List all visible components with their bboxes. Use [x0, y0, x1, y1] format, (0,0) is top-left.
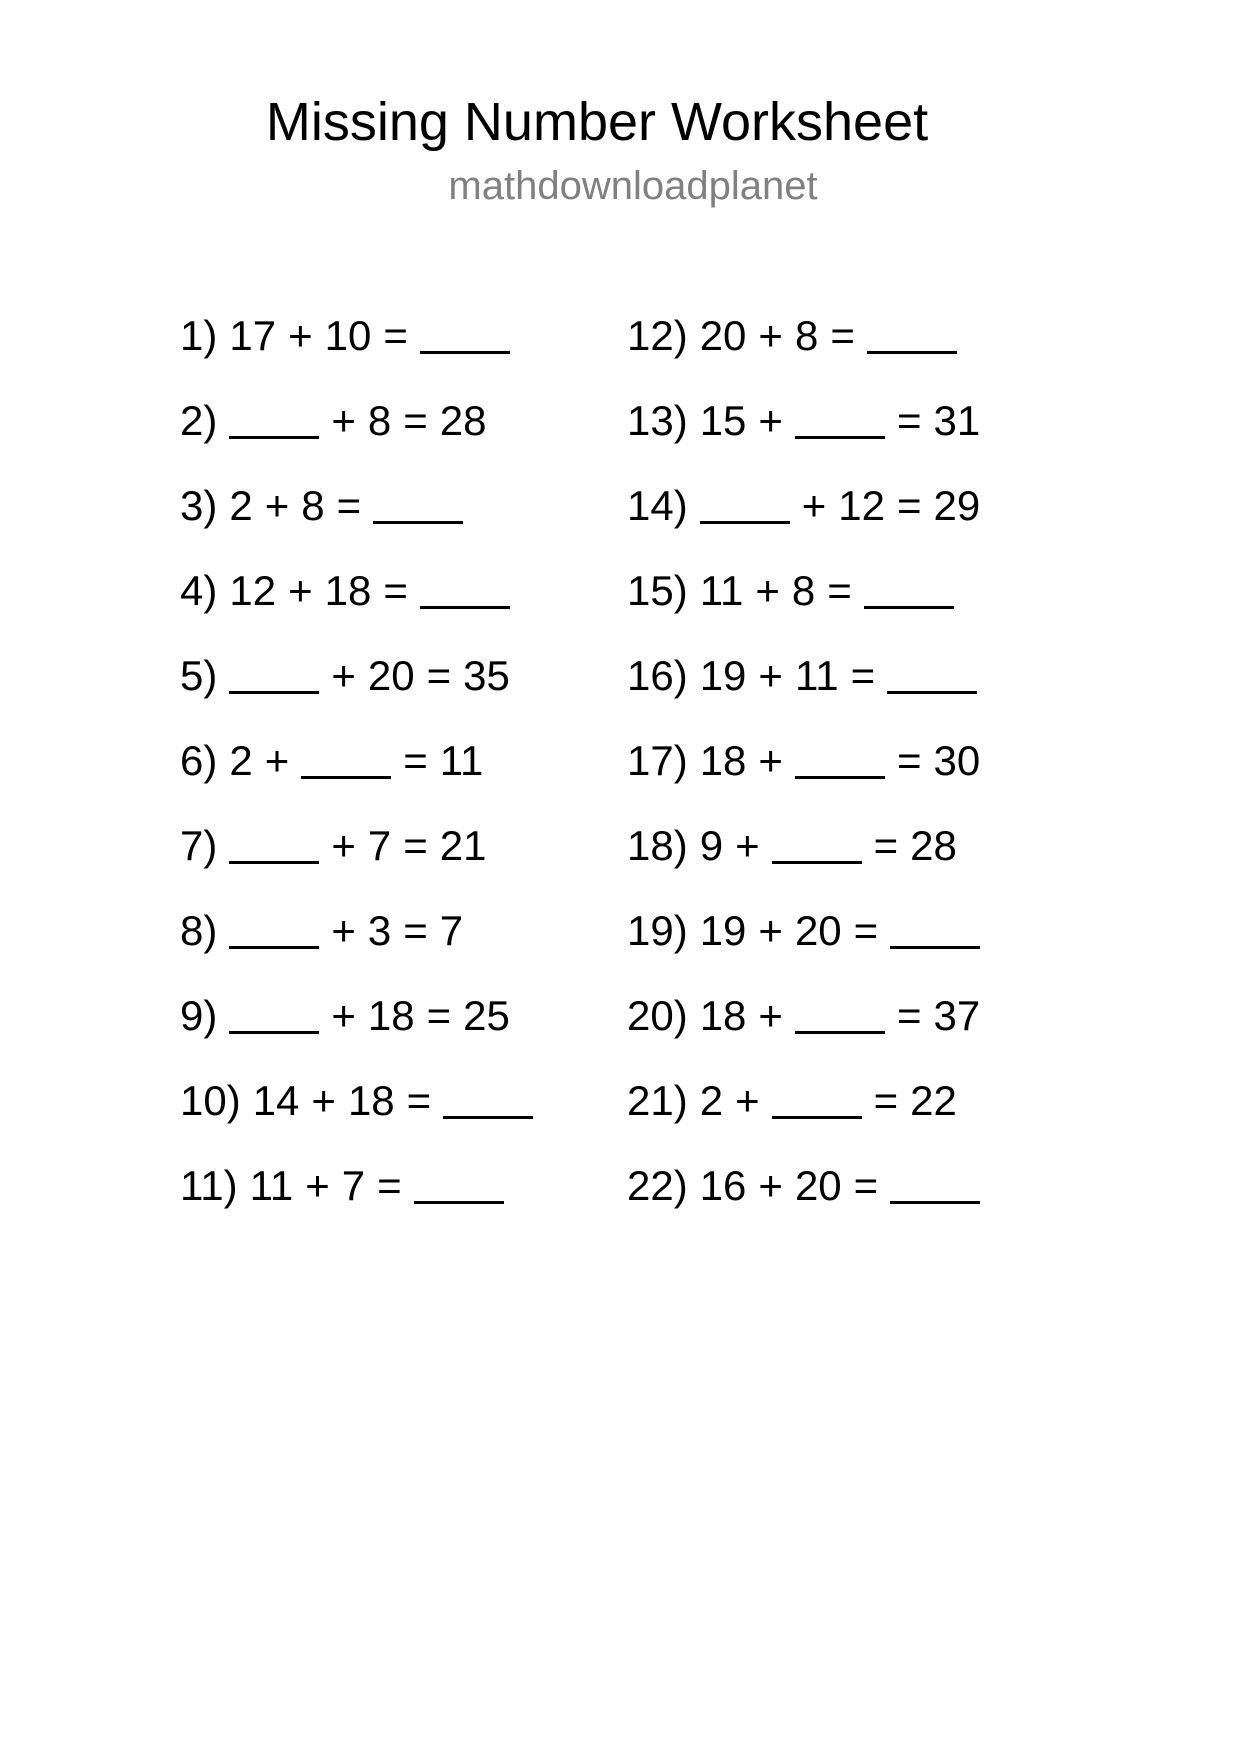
equals-sign: =: [403, 397, 428, 444]
problem-item: [627, 565, 980, 650]
problem-column-left: [180, 310, 533, 1245]
plus-sign: +: [311, 1077, 336, 1124]
operand: 20: [367, 652, 415, 699]
problem-number: 10): [180, 1077, 241, 1124]
equals-sign: =: [896, 482, 922, 529]
operand: 12: [838, 482, 885, 529]
answer-blank[interactable]: [772, 859, 862, 864]
operand: 21: [439, 822, 487, 869]
equals-sign: =: [377, 1162, 402, 1209]
problem-item: [627, 990, 980, 1075]
answer-blank[interactable]: [414, 1199, 504, 1204]
operand: 7: [367, 822, 392, 869]
problem-number: 16): [627, 652, 688, 699]
problem-number: 20): [627, 992, 688, 1039]
answer-blank[interactable]: [229, 1029, 319, 1034]
problem-item: [627, 310, 980, 395]
problem-number: 22): [627, 1162, 688, 1209]
problem-item: [627, 650, 980, 735]
operand: 16: [699, 1162, 747, 1209]
operand: 9: [699, 822, 724, 869]
problem-item: [627, 395, 980, 480]
answer-blank[interactable]: [229, 689, 319, 694]
answer-blank[interactable]: [420, 604, 510, 609]
problem-number: 17): [627, 737, 688, 784]
answer-blank[interactable]: [301, 774, 391, 779]
equals-sign: =: [896, 737, 922, 784]
problem-number: 1): [180, 312, 218, 359]
operand: 20: [794, 907, 842, 954]
operand: 18: [699, 992, 747, 1039]
problem-item: [180, 990, 533, 1075]
operand: 17: [229, 312, 277, 359]
operand: 19: [699, 907, 747, 954]
plus-sign: +: [735, 822, 760, 869]
operand: 20: [699, 312, 747, 359]
answer-blank[interactable]: [867, 349, 957, 354]
operand: 11: [249, 1162, 294, 1209]
answer-blank[interactable]: [229, 859, 319, 864]
operand: 28: [910, 822, 957, 869]
page-title: Missing Number Worksheet: [265, 92, 929, 152]
equals-sign: =: [830, 312, 855, 359]
answer-blank[interactable]: [772, 1114, 862, 1119]
problem-item: [627, 1075, 980, 1160]
problem-column-right: [627, 310, 980, 1245]
site-credit: mathdownloadplanet: [448, 164, 818, 208]
equals-sign: =: [853, 1162, 879, 1209]
operand: 18: [367, 992, 415, 1039]
problem-number: 15): [627, 567, 688, 614]
problem-number: 11): [180, 1162, 238, 1209]
equals-sign: =: [406, 1077, 432, 1124]
operand: 31: [933, 397, 981, 444]
problem-number: 5): [180, 652, 218, 699]
answer-blank[interactable]: [229, 434, 319, 439]
problem-item: [627, 1160, 980, 1245]
problem-number: 9): [180, 992, 218, 1039]
plus-sign: +: [288, 312, 313, 359]
plus-sign: +: [331, 652, 356, 699]
operand: 2: [229, 482, 253, 529]
operand: 12: [229, 567, 277, 614]
plus-sign: +: [331, 397, 356, 444]
equals-sign: =: [426, 652, 452, 699]
problem-item: [627, 820, 980, 905]
operand: 11: [699, 567, 744, 614]
plus-sign: +: [331, 907, 356, 954]
operand: 37: [933, 992, 981, 1039]
answer-blank[interactable]: [795, 1029, 885, 1034]
equals-sign: =: [873, 822, 899, 869]
operand: 18: [699, 737, 747, 784]
answer-blank[interactable]: [795, 434, 885, 439]
problem-item: [180, 1160, 533, 1245]
operand: 25: [463, 992, 510, 1039]
equals-sign: =: [403, 907, 428, 954]
answer-blank[interactable]: [229, 944, 319, 949]
operand: 2: [699, 1077, 724, 1124]
operand: 18: [347, 1077, 395, 1124]
plus-sign: +: [331, 822, 356, 869]
problem-item: [180, 395, 533, 480]
problem-number: 6): [180, 737, 218, 784]
plus-sign: +: [755, 567, 780, 614]
equals-sign: =: [896, 397, 922, 444]
answer-blank[interactable]: [373, 519, 463, 524]
operand: 18: [324, 567, 372, 614]
problem-number: 13): [627, 397, 688, 444]
answer-blank[interactable]: [890, 944, 980, 949]
operand: 3: [367, 907, 392, 954]
plus-sign: +: [758, 907, 783, 954]
equals-sign: =: [403, 822, 428, 869]
operand: 11: [794, 652, 839, 699]
equals-sign: =: [383, 567, 408, 614]
equals-sign: =: [403, 737, 428, 784]
operand: 7: [341, 1162, 366, 1209]
problem-item: [627, 480, 980, 565]
problem-number: 14): [627, 482, 688, 529]
problem-number: 4): [180, 567, 218, 614]
operand: 8: [794, 312, 819, 359]
plus-sign: +: [264, 737, 290, 784]
plus-sign: +: [758, 1162, 783, 1209]
answer-blank[interactable]: [890, 1199, 980, 1204]
equals-sign: =: [426, 992, 452, 1039]
operand: 2: [229, 737, 253, 784]
problem-number: 3): [180, 482, 218, 529]
operand: 22: [910, 1077, 957, 1124]
problem-item: [180, 565, 533, 650]
plus-sign: +: [264, 482, 290, 529]
operand: 35: [463, 652, 510, 699]
equals-sign: =: [336, 482, 362, 529]
plus-sign: +: [305, 1162, 330, 1209]
operand: 8: [301, 482, 325, 529]
equals-sign: =: [383, 312, 408, 359]
operand: 14: [252, 1077, 300, 1124]
operand: 30: [933, 737, 981, 784]
plus-sign: +: [735, 1077, 760, 1124]
problem-number: 2): [180, 397, 218, 444]
problem-number: 21): [627, 1077, 688, 1124]
operand: 29: [933, 482, 981, 529]
problem-item: [180, 650, 533, 735]
problem-number: 7): [180, 822, 218, 869]
plus-sign: +: [801, 482, 827, 529]
problem-item: [180, 1075, 533, 1160]
equals-sign: =: [850, 652, 876, 699]
problem-number: 12): [627, 312, 688, 359]
problem-item: [627, 905, 980, 990]
answer-blank[interactable]: [887, 689, 977, 694]
answer-blank[interactable]: [420, 349, 510, 354]
problem-item: [180, 735, 533, 820]
operand: 7: [439, 907, 464, 954]
operand: 15: [699, 397, 747, 444]
problem-number: 18): [627, 822, 688, 869]
plus-sign: +: [331, 992, 356, 1039]
equals-sign: =: [853, 907, 879, 954]
operand: 19: [699, 652, 747, 699]
problem-item: [627, 735, 980, 820]
answer-blank[interactable]: [443, 1114, 533, 1119]
problem-item: [180, 480, 533, 565]
equals-sign: =: [873, 1077, 899, 1124]
plus-sign: +: [758, 737, 783, 784]
plus-sign: +: [758, 992, 783, 1039]
operand: 11: [439, 737, 484, 784]
operand: 8: [367, 397, 392, 444]
plus-sign: +: [758, 312, 783, 359]
plus-sign: +: [758, 397, 783, 444]
equals-sign: =: [896, 992, 922, 1039]
problem-item: [180, 905, 533, 990]
answer-blank[interactable]: [700, 519, 790, 524]
problem-number: 19): [627, 907, 688, 954]
plus-sign: +: [288, 567, 313, 614]
answer-blank[interactable]: [864, 604, 954, 609]
problem-number: 8): [180, 907, 218, 954]
equals-sign: =: [827, 567, 852, 614]
answer-blank[interactable]: [795, 774, 885, 779]
problem-item: [180, 310, 533, 395]
problem-item: [180, 820, 533, 905]
operand: 20: [794, 1162, 842, 1209]
operand: 8: [791, 567, 816, 614]
operand: 28: [439, 397, 487, 444]
plus-sign: +: [758, 652, 783, 699]
operand: 10: [324, 312, 372, 359]
